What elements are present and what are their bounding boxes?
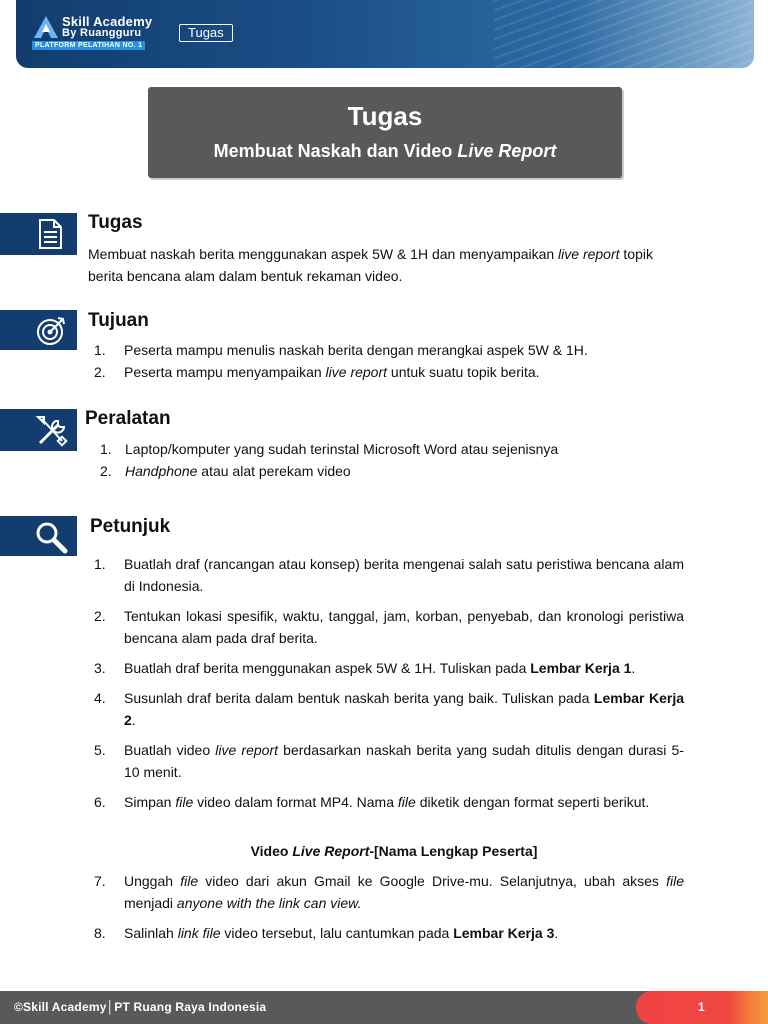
tugas-icon-block [0,213,77,255]
page-title: Tugas [347,101,423,131]
step-item [94,922,684,944]
banner-decoration [494,0,754,68]
skill-academy-logo-icon [34,16,58,38]
step-number: 2. [94,608,106,624]
step-number: 5. [94,742,106,758]
step-text: Unggah [124,873,181,889]
brand-badge: PLATFORM PELATIHAN NO. 1 [32,41,145,50]
tugas-text-end: topik berita bencana alam dalam bentuk rekaman video. [88,246,653,284]
step-text: Simpan [124,794,176,810]
list-item [94,339,694,361]
step-item [94,739,684,783]
footer-copyright: ©Skill Academy│PT Ruang Raya Indonesia [14,1000,267,1014]
step-text: Susunlah draf berita dalam bentuk naskah berita yang baik. Tuliskan pada [124,690,594,706]
section-heading-petunjuk: Petunjuk [90,516,171,537]
step-number: 6. [94,794,106,810]
step-item [94,553,684,597]
step-text-italic: live report [215,742,279,758]
list-number: 2. [100,463,112,479]
brand-subtitle: By Ruangguru [62,27,142,39]
list-number: 1. [94,342,106,358]
step-item [94,687,684,731]
step-text-italic: anyone with the link can view. [176,895,362,911]
step-text: Buatlah video [124,742,216,758]
document-icon [34,217,66,251]
target-icon [34,314,68,346]
tujuan-icon-block [0,310,77,350]
step-text: Buatlah draf (rancangan atau konsep) berita mengenai salah satu peristiwa bencana alam di Indonesia. [124,556,684,594]
tugas-text: Membuat naskah berita menggunakan aspek 5W & 1H dan menyampaikan [88,246,559,262]
step-text-end: . [131,712,136,728]
page-number-badge [636,991,768,1024]
list-item [94,361,694,383]
step-text-bold: Lembar Kerja 3 [453,925,555,941]
format-text-end: -[Nama Lengkap Peserta] [369,843,538,859]
step-item [94,657,684,679]
list-text: Peserta mampu menulis naskah berita dengan merangkai aspek 5W & 1H. [124,342,588,358]
subtitle-italic: Live Report [457,141,557,161]
section-heading-tugas: Tugas [88,212,143,233]
step-number: 8. [94,925,106,941]
step-text: Tentukan lokasi spesifik, waktu, tanggal, jam, korban, penyebab, dan kronologi peristiwa bencana alam pada draf berita. [124,608,684,646]
step-item [94,791,684,813]
step-text-end: diketik dengan format seperti berikut. [415,794,650,810]
section-heading-peralatan: Peralatan [85,408,171,429]
step-text-end: . [554,925,559,941]
step-number: 7. [94,873,106,889]
header-banner [16,0,754,68]
tugas-description [88,243,688,287]
step-text-bold: Lembar Kerja 1 [530,660,632,676]
tugas-text-italic: live report [558,246,620,262]
title-box [148,87,622,178]
section-heading-tujuan: Tujuan [88,310,149,331]
peralatan-icon-block [0,409,77,451]
search-icon [34,520,70,554]
list-text: Peserta mampu menyampaikan [124,364,326,380]
list-text: atau alat perekam video [197,463,351,479]
brand-title: Skill Academy [62,14,153,29]
step-text-italic: file [175,794,194,810]
list-number: 2. [94,364,106,380]
list-item [100,460,700,482]
tujuan-list [94,339,694,383]
step-number: 4. [94,690,106,706]
step-text-end: berdasarkan naskah berita yang sudah ditulis dengan durasi 5-10 menit. [124,742,685,780]
step-text-italic: file [666,873,684,889]
format-text: Video [250,843,293,859]
petunjuk-icon-block [0,516,77,556]
peralatan-list [100,438,700,482]
petunjuk-steps-7-8 [94,870,684,952]
step-text: Buatlah draf berita menggunakan aspek 5W & 1H. Tuliskan pada [124,660,531,676]
step-number: 3. [94,660,106,676]
tools-icon [34,413,70,447]
step-text-bold: Lembar Kerja 2 [124,690,685,728]
list-item [100,438,700,460]
page-number: 1 [698,1000,705,1014]
subtitle-text: Membuat Naskah dan Video [213,141,458,161]
step-text-italic: file [397,794,416,810]
list-text-italic: live report [325,364,388,380]
list-text-end: untuk suatu topik berita. [387,364,540,380]
step-text-mid: menjadi [124,895,177,911]
step-text-italic: link file [177,925,221,941]
step-text-mid: video dalam format MP4. Nama [193,794,398,810]
list-number: 1. [100,441,112,457]
step-item [94,605,684,649]
step-text-mid: video dari akun Gmail ke Google Drive-mu. Selanjutnya, ubah akses [198,873,667,889]
header-tag: Tugas [179,24,233,42]
step-text-end: . [631,660,636,676]
petunjuk-steps-1-6 [94,553,684,821]
step-item [94,870,684,914]
step-number: 1. [94,556,106,572]
step-text-italic: file [180,873,199,889]
step-text: Salinlah [124,925,178,941]
list-text: Laptop/komputer yang sudah terinstal Microsoft Word atau sejenisnya [125,441,559,457]
step-text-mid: video tersebut, lalu cantumkan pada [220,925,454,941]
page-subtitle [148,141,622,162]
list-text-italic: Handphone [125,463,198,479]
format-text-italic: Live Report [292,843,370,859]
footer [0,991,768,1024]
file-name-format [94,840,694,862]
